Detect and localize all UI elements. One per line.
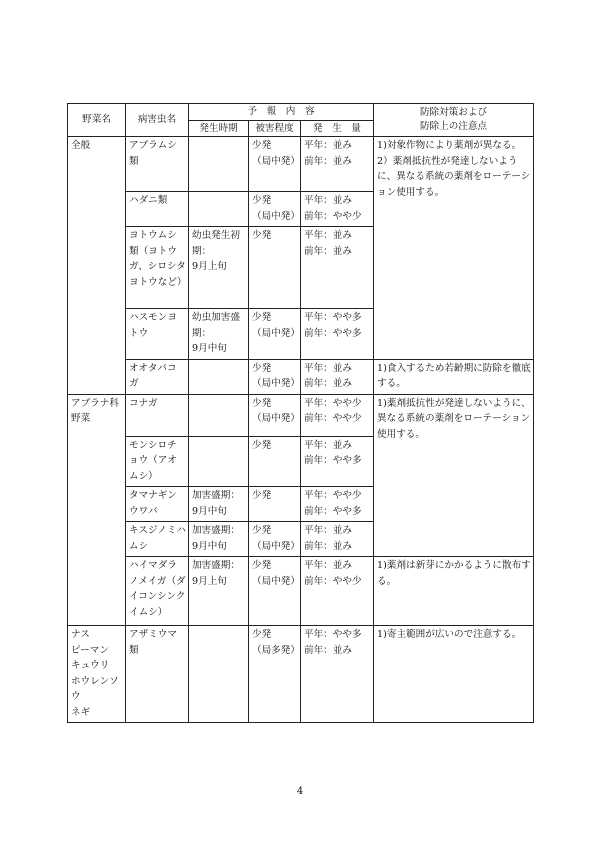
cell-pest: モンシロチョウ（アオムシ） [126,436,189,487]
cell-timing: 幼虫発生初期： 9月上旬 [189,227,249,309]
cell-damage: 少発 （局中発） [249,394,301,436]
header-control: 防除対策および 防除上の注意点 [374,104,534,137]
page-number: 4 [296,786,304,797]
cell-timing [189,137,249,192]
cell-vegetable: 全般 [68,137,126,395]
cell-damage: 少発 （局中発） [249,137,301,192]
cell-amount: 平年：やや少 前年：やや多 [301,487,374,522]
cell-damage: 少発 [249,227,301,309]
cell-damage: 少発 （局中発） [249,557,301,626]
table-row [68,394,534,436]
pest-forecast-table [67,103,534,723]
cell-pest: ハイマダラノメイガ（ダイコンシンクイムシ） [126,557,189,626]
cell-amount: 平年：並み 前年：やや少 [301,557,374,626]
cell-damage: 少発 （局中発） [249,359,301,394]
cell-damage: 少発 （局多発） [249,626,301,723]
cell-amount: 平年：並み 前年：並み [301,227,374,309]
cell-amount: 平年：並み 前年：やや少 [301,192,374,227]
cell-timing: 幼虫加害盛期： 9月中旬 [189,309,249,360]
cell-vegetable: アブラナ科野菜 [68,394,126,626]
header-forecast-group: 予 報 内 容 [189,104,374,121]
cell-pest: オオタバコガ [126,359,189,394]
cell-damage: 少発 [249,487,301,522]
table-row [68,626,534,723]
table-row [68,359,534,394]
cell-pest: タマナギンウワバ [126,487,189,522]
table-row [68,557,534,626]
cell-vegetable: ナス ピーマン キュウリ ホウレンソウ ネギ [68,626,126,723]
cell-amount: 平年：やや多 前年：並み [301,626,374,723]
cell-control: 1)薬剤は新芽にかかるように散布する。 [374,557,534,626]
cell-timing: 加害盛期： 9月上旬 [189,557,249,626]
cell-damage: 少発 （局中発） [249,192,301,227]
cell-pest: ハスモンヨトウ [126,309,189,360]
cell-amount: 平年：やや少 前年：やや少 [301,394,374,436]
cell-pest: コナガ [126,394,189,436]
cell-timing: 加害盛期： 9月中旬 [189,522,249,557]
header-pest: 病害虫名 [126,104,189,137]
header-damage: 被害程度 [249,120,301,137]
cell-timing [189,394,249,436]
cell-control: 1)食入するため若齢期に防除を徹底する。 [374,359,534,394]
cell-timing: 加害盛期： 9月中旬 [189,487,249,522]
cell-damage: 少発 [249,436,301,487]
cell-pest: アザミウマ類 [126,626,189,723]
cell-timing [189,626,249,723]
cell-timing [189,359,249,394]
cell-timing [189,436,249,487]
cell-amount: 平年：並み 前年：並み [301,137,374,192]
cell-amount: 平年：並み 前年：やや多 [301,436,374,487]
cell-control: 1)対象作物により薬剤が異なる。 2）薬剤抵抗性が発達しないように、異なる系統の薬剤をローテーション使用する。 [374,137,534,360]
cell-damage: 少発 （局中発） [249,309,301,360]
cell-amount: 平年：並み 前年：並み [301,359,374,394]
cell-control: 1)薬剤抵抗性が発達しないように、異なる系統の薬剤をローテーション使用する。 [374,394,534,557]
cell-amount: 平年：やや多 前年：やや多 [301,309,374,360]
cell-pest: ヨトウムシ類（ヨトウガ、シロシタヨトウなど） [126,227,189,309]
cell-timing [189,192,249,227]
cell-pest: ハダニ類 [126,192,189,227]
header-vegetable: 野菜名 [68,104,126,137]
header-timing: 発生時期 [189,120,249,137]
cell-control: 1)寄主範囲が広いので注意する。 [374,626,534,723]
cell-pest: アブラムシ類 [126,137,189,192]
cell-pest: キスジノミハムシ [126,522,189,557]
table-row [68,137,534,192]
cell-damage: 少発 （局中発） [249,522,301,557]
cell-amount: 平年：並み 前年：並み [301,522,374,557]
header-amount: 発 生 量 [301,120,374,137]
